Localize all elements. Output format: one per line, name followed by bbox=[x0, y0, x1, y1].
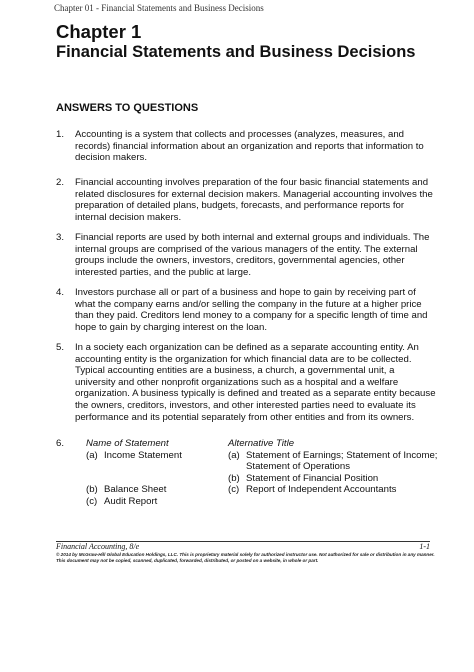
question-5 bbox=[56, 342, 436, 423]
footer-book-title: Financial Accounting, 8/e bbox=[56, 542, 140, 551]
statement-row bbox=[86, 496, 236, 508]
question-number: 1. bbox=[56, 129, 65, 140]
copyright-notice: © 2014 by McGraw-Hill Global Education Holdings, LLC. This is proprietary material solely for authorized instructor use. Not authorized for sale or distribution in any manner. This document may not be copied, scanned, duplicated, forwarded, distributed, or posted on a website, in whole or part. bbox=[56, 552, 435, 564]
row-label: (c) bbox=[86, 495, 98, 507]
column-header: Name of Statement bbox=[86, 438, 169, 449]
question-text: Financial accounting involves preparation of the four basic financial statements and related disclosures for external decision makers. Managerial accounting involves the preparation of detailed plans, budgets, forecasts, and performance reports for internal decision makers. bbox=[75, 177, 433, 223]
statement-name: Balance Sheet bbox=[104, 484, 167, 496]
question-number: 3. bbox=[56, 232, 65, 243]
column-header: Alternative Title bbox=[228, 438, 295, 449]
question-text: In a society each organization can be defined as a separate accounting entity. An accounting entity is the organization for which financial data are to be collected. Typical accounting entities are a business, a church, a governmental unit, a university and other nonprofit organizations such as a hospital and a welfare organization. A business typically is defined and treated as a separate entity because the owners, creditors, investors, and other interested parties need to evaluate its performance and its potential separately from other entities and from its owners. bbox=[75, 342, 436, 423]
row-label: (b) bbox=[228, 472, 240, 484]
statement-name: Income Statement bbox=[104, 449, 182, 461]
question-text: Investors purchase all or part of a business and hope to gain by receiving part of what the company earns and/or selling the company in the future at a higher price than they paid. Creditors lend money to a company for a specific length of time and hope to gain by charging interest on the loan. bbox=[75, 287, 428, 333]
alternative-title-row bbox=[228, 450, 438, 473]
statement-row bbox=[86, 484, 236, 496]
alternative-title-column bbox=[228, 438, 438, 496]
section-heading: ANSWERS TO QUESTIONS bbox=[56, 102, 199, 114]
question-number: 6. bbox=[56, 438, 65, 449]
question-number: 5. bbox=[56, 342, 65, 353]
chapter-subtitle: Financial Statements and Business Decisions bbox=[56, 43, 416, 61]
question-1 bbox=[56, 129, 436, 164]
alternative-title: Statement of Financial Position bbox=[246, 472, 379, 484]
alternative-title-row bbox=[228, 484, 438, 496]
question-number: 2. bbox=[56, 177, 65, 188]
question-4 bbox=[56, 287, 436, 333]
footer-page-number: 1-1 bbox=[419, 542, 430, 551]
chapter-title: Chapter 1 bbox=[56, 21, 142, 42]
question-3 bbox=[56, 232, 436, 278]
question-number: 4. bbox=[56, 287, 65, 298]
question-text: Financial reports are used by both internal and external groups and individuals. The internal groups are comprised of the various managers of the entity. The external groups include the owners, investors, creditors, governmental agencies, other interested parties, and the public at large. bbox=[75, 232, 430, 278]
statement-row bbox=[86, 450, 236, 462]
running-head: Chapter 01 - Financial Statements and Business Decisions bbox=[54, 3, 264, 13]
question-2 bbox=[56, 177, 436, 223]
row-label: (a) bbox=[228, 449, 240, 461]
alternative-title: Statement of Earnings; Statement of Income; Statement of Operations bbox=[246, 449, 438, 473]
alternative-title: Report of Independent Accountants bbox=[246, 484, 397, 496]
row-label: (c) bbox=[228, 484, 240, 496]
row-label: (b) bbox=[86, 484, 98, 496]
alternative-title-row bbox=[228, 473, 438, 485]
statement-name: Audit Report bbox=[104, 495, 158, 507]
row-label: (a) bbox=[86, 449, 98, 461]
statement-name-column bbox=[86, 438, 236, 507]
question-text: Accounting is a system that collects and processes (analyzes, measures, and records) financial information about an organization and reports that information to decision makers. bbox=[75, 129, 424, 164]
